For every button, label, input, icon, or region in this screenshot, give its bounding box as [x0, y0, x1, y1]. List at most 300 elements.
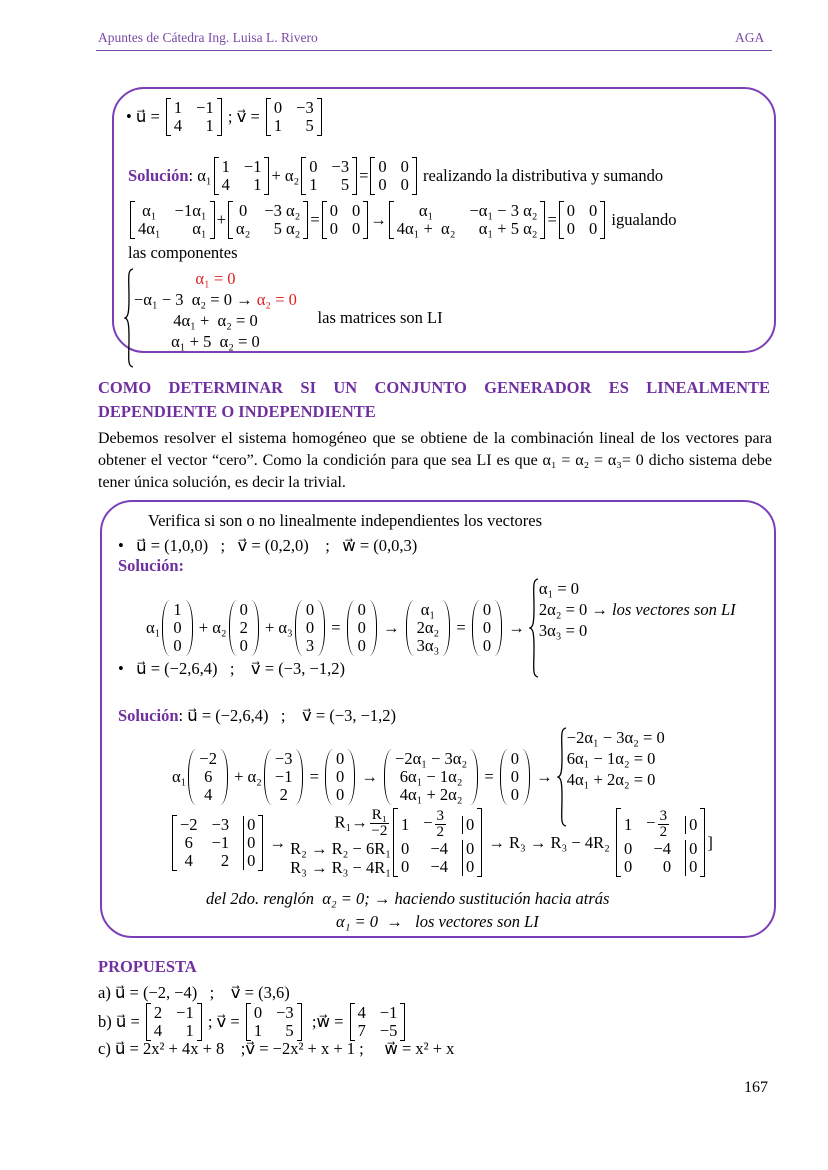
- matrix-cell: [380, 1022, 398, 1040]
- matrix: [228, 201, 308, 239]
- matrix: [130, 201, 215, 239]
- math-text: −3: [274, 749, 293, 768]
- matrix-cell: [401, 176, 409, 194]
- matrix: [393, 808, 482, 877]
- matrix-cell: [567, 220, 575, 238]
- math-text: −2α₁ − 3α₂ = 0: [566, 728, 665, 747]
- solution-label: Solución: [118, 706, 179, 725]
- math-text: 4: [221, 175, 230, 194]
- left-bracket: [472, 600, 480, 656]
- right-bracket: [297, 1003, 302, 1041]
- matrix-cell: [358, 1004, 366, 1022]
- matrix-cell: [380, 1004, 398, 1022]
- matrix-cell: [685, 816, 697, 834]
- math-text: 3: [436, 808, 445, 824]
- math-text: −2: [371, 823, 388, 839]
- matrix: [406, 600, 451, 656]
- matrix: [172, 815, 263, 871]
- math-text: 4: [204, 785, 213, 804]
- system-equation: [195, 268, 235, 289]
- conclusion-text: α₁ = 0 → los vectores son LI: [336, 912, 539, 931]
- math-text: 0: [351, 219, 361, 238]
- math-text: → R₃ → R₃ − 4R₂: [484, 832, 614, 852]
- matrix-cell: [212, 852, 230, 870]
- math-text: 0: [173, 636, 182, 655]
- math-text: −: [646, 813, 656, 833]
- proposal-a: a) u⃗ = (−2, −4) ; v⃗ = (3,6): [98, 983, 290, 1002]
- math-text: 2α₂: [416, 618, 440, 637]
- matrix-cell: [336, 750, 344, 768]
- math-text: •: [126, 107, 136, 126]
- matrix-cells: [333, 749, 347, 805]
- matrix: [559, 201, 606, 239]
- math-text: : α₁: [188, 166, 212, 185]
- math-text: −1: [274, 767, 293, 786]
- matrix-cell: [222, 176, 230, 194]
- row-operation: [334, 808, 391, 839]
- matrix: [266, 98, 322, 136]
- right-bracket: [442, 600, 450, 656]
- math-text: 0: [357, 636, 366, 655]
- math-text: −3: [276, 1003, 294, 1022]
- section-paragraph: Debemos resolver el sistema homogéneo que se obtiene de la combinación lineal de los vectores para obtener el vector “cero”. Como la condición para que sea LI es que α₁ = α₂ = α₃= 0 dicho sistema debe tener única solución, es decir la trivial.: [98, 430, 772, 491]
- math-text: 2: [436, 824, 445, 840]
- matrix-cell: [154, 1004, 162, 1022]
- math-text: 4: [184, 850, 193, 870]
- solution-label-2: [118, 706, 396, 726]
- matrix-cell: [175, 220, 207, 238]
- matrix-cell: [276, 1004, 294, 1022]
- vectors-bullet-1: • u⃗ = (1,0,0) ; v⃗ = (0,2,0) ; w⃗ = (0,0,3): [118, 536, 418, 555]
- solution-label-1: [118, 556, 184, 576]
- math-text: 0: [400, 157, 409, 176]
- matrix-cell: [330, 220, 338, 238]
- matrix-cell: [199, 750, 217, 768]
- matrix-cells: [271, 98, 317, 136]
- math-text: 0: [482, 636, 492, 655]
- math-text: R₁→: [334, 812, 368, 832]
- math-text: →: [504, 618, 529, 637]
- math-text: 4α₁ + α₂: [396, 219, 456, 238]
- math-text: 6: [204, 767, 213, 786]
- left-bracket: [295, 600, 303, 656]
- running-header-course: AGA: [735, 30, 765, 45]
- math-text: −1: [379, 1003, 398, 1022]
- system-equation: [539, 599, 736, 620]
- math-text: + α₂: [194, 618, 227, 637]
- matrix: [500, 749, 530, 805]
- matrix-cell: [567, 202, 575, 220]
- right-bracket: [477, 808, 482, 877]
- math-text: 0: [400, 857, 410, 876]
- math-text: α₁: [192, 219, 207, 238]
- matrix-cell: [646, 840, 671, 858]
- matrix-cell: [395, 750, 467, 768]
- right-bracket: [363, 201, 368, 239]
- system-rows: [134, 268, 297, 368]
- right-bracket: [470, 749, 478, 805]
- right-bracket: [317, 600, 325, 656]
- math-text: 4α₁: [138, 219, 161, 238]
- matrix-cell: [173, 601, 181, 619]
- math-text: 0: [351, 201, 361, 220]
- math-text: 0: [239, 600, 248, 619]
- matrix-cell: [212, 834, 230, 852]
- matrix-cell: [244, 158, 262, 176]
- math-text: −4: [430, 857, 449, 876]
- right-bracket: [494, 600, 502, 656]
- math-text: =: [305, 767, 324, 786]
- matrix-cells: [508, 749, 522, 805]
- system-equation: [567, 727, 665, 748]
- matrix-cell: [306, 637, 314, 655]
- matrix-cell: [378, 176, 386, 194]
- matrix-cell: [401, 840, 409, 858]
- right-bracket: [251, 600, 259, 656]
- matrix-cell: [243, 816, 255, 834]
- math-text: 0: [510, 767, 520, 786]
- math-text: 0: [466, 839, 475, 858]
- matrix-cell: [274, 117, 282, 135]
- matrix-cells: [414, 600, 443, 656]
- math-text: 0: [400, 839, 410, 858]
- matrix-cell: [276, 1022, 294, 1040]
- math-text: −α₁ − 3 α₂: [469, 201, 538, 220]
- matrix-cell: [511, 786, 519, 804]
- left-brace-icon: [124, 268, 134, 368]
- math-text: α₂: [235, 219, 251, 238]
- matrix: [295, 600, 325, 656]
- matrix: [384, 749, 478, 805]
- math-text: R₁: [371, 807, 387, 823]
- system-equation: [567, 769, 656, 790]
- matrix-cell: [358, 619, 366, 637]
- math-text: 1: [253, 175, 262, 194]
- math-text: 0: [239, 636, 248, 655]
- matrix-cell: [358, 1022, 366, 1040]
- matrix-cells: [251, 1003, 297, 1041]
- right-bracket: [317, 98, 322, 136]
- matrix: [389, 201, 546, 239]
- matrix-cell: [275, 768, 293, 786]
- math-text: realizando la distributiva y sumando: [418, 166, 664, 185]
- matrix-cells: [303, 600, 317, 656]
- math-text: 0: [482, 618, 492, 637]
- math-text: 4: [357, 1003, 366, 1022]
- math-text: α₁ + 5 α₂ = 0: [171, 332, 260, 351]
- matrix-cell: [589, 220, 597, 238]
- math-text: 0: [466, 857, 475, 876]
- matrix-cells: [564, 201, 601, 239]
- matrix-cell: [173, 619, 181, 637]
- solution-label: Solución: [128, 166, 189, 185]
- right-bracket: [220, 749, 228, 805]
- math-text: 0: [173, 618, 182, 637]
- math-text: 0: [624, 857, 633, 876]
- exercise-intro: Verifica si son o no linealmente independientes los vectores: [148, 511, 543, 530]
- matrix: [146, 1003, 202, 1041]
- matrix-cell: [397, 220, 456, 238]
- math-text: α₁ + 5 α₂: [478, 219, 538, 238]
- matrix-cell: [199, 786, 217, 804]
- matrix-cell: [212, 816, 230, 834]
- matrices-solution-line: [128, 157, 663, 195]
- matrix-cell: [243, 834, 255, 852]
- math-text: 0: [247, 850, 256, 870]
- math-text: =: [452, 618, 470, 637]
- matrix: [472, 600, 502, 656]
- math-text: 0: [329, 219, 338, 238]
- fraction: [435, 809, 447, 840]
- math-text: 1: [205, 116, 214, 135]
- matrix-cells: [170, 600, 184, 656]
- right-bracket: [295, 749, 303, 805]
- matrix-cell: [423, 809, 448, 840]
- math-text: + α₂: [229, 767, 262, 786]
- math-text: α₁: [172, 767, 187, 786]
- matrix-cells: [171, 98, 217, 136]
- math-text: α₁: [142, 201, 157, 220]
- math-text: 4α₁ + α₂ = 0: [173, 311, 258, 330]
- section-heading: COMO DETERMINAR SI UN CONJUNTO GENERADOR ES LINEALMENTE DEPENDIENTE O INDEPENDIENTE: [98, 378, 770, 421]
- math-text: 0: [566, 219, 576, 238]
- math-text: 3α₃: [416, 636, 440, 655]
- math-text: 0: [466, 814, 475, 834]
- matrix-cell: [173, 637, 181, 655]
- math-text: 0: [305, 600, 315, 619]
- math-text: −3: [331, 157, 350, 176]
- matrix-cell: [358, 601, 366, 619]
- math-text: 0: [357, 618, 366, 637]
- matrix-cells: [327, 201, 364, 239]
- math-text: 0: [247, 814, 256, 834]
- left-bracket: [384, 749, 392, 805]
- matrix-cell: [397, 202, 456, 220]
- right-bracket: [264, 157, 269, 195]
- math-text: −2: [199, 749, 217, 768]
- matrix-cell: [240, 601, 248, 619]
- math-text: 0: [253, 1003, 263, 1022]
- matrix-cell: [336, 768, 344, 786]
- math-text: −1: [196, 98, 214, 117]
- math-text: 0: [378, 157, 387, 176]
- math-text: 7: [357, 1021, 366, 1040]
- math-text: 2: [153, 1003, 163, 1022]
- math-text: 1: [221, 157, 230, 176]
- math-text: −4: [430, 839, 449, 858]
- math-text: 0: [589, 201, 598, 220]
- matrix-cells: [306, 157, 352, 195]
- math-text: ; v⃗ =: [203, 1012, 244, 1031]
- math-text: −1α₁: [174, 201, 207, 220]
- left-bracket: [406, 600, 414, 656]
- math-text: 2: [659, 824, 668, 840]
- matrix-cell: [401, 816, 409, 834]
- matrix-cell: [483, 601, 491, 619]
- matrix-cell: [352, 220, 360, 238]
- matrix-cell: [196, 117, 214, 135]
- math-text: −3: [296, 98, 314, 117]
- math-text: −2: [180, 814, 198, 834]
- math-text: 3: [305, 636, 315, 655]
- right-bracket: [217, 98, 222, 136]
- math-text: 0: [273, 98, 283, 117]
- matrix-cell: [244, 176, 262, 194]
- system-equation: [539, 620, 587, 641]
- matrix-cell: [511, 750, 519, 768]
- math-text: 0: [689, 857, 698, 876]
- math-text: α₁: [418, 201, 434, 220]
- matrix-cell: [254, 1022, 262, 1040]
- right-bracket: [352, 157, 357, 195]
- matrix-cell: [264, 220, 300, 238]
- matrix-cell: [511, 768, 519, 786]
- right-bracket: [197, 1003, 202, 1041]
- math-text: las matrices son LI: [296, 308, 443, 327]
- vectors-bullet-2: • u⃗ = (−2,6,4) ; v⃗ = (−3, −1,2): [118, 659, 345, 678]
- math-text: 6: [184, 832, 193, 852]
- matrix: [350, 1003, 406, 1041]
- matrix-cell: [378, 158, 386, 176]
- matrix-cell: [180, 816, 198, 834]
- matrix-cell: [309, 158, 317, 176]
- matrix-cell: [423, 858, 448, 876]
- matrices-sum-line: [128, 201, 677, 239]
- right-bracket: [412, 157, 417, 195]
- matrix-cells: [177, 815, 258, 871]
- matrix-cell: [154, 1022, 162, 1040]
- math-text: −: [423, 813, 433, 833]
- equation-system: [124, 268, 297, 368]
- right-bracket: [600, 201, 605, 239]
- matrix-cells: [480, 600, 494, 656]
- highlighted-result: α₁ = 0: [195, 269, 236, 288]
- matrix-cell: [685, 840, 697, 858]
- matrix-cell: [589, 202, 597, 220]
- math-text: 5: [305, 116, 314, 135]
- matrix-cells: [219, 157, 265, 195]
- matrix: [370, 157, 417, 195]
- matrix-cell: [199, 768, 217, 786]
- math-text: =: [547, 210, 557, 229]
- row-operation: [290, 858, 391, 877]
- matrix-cell: [222, 158, 230, 176]
- math-text: 5: [285, 1021, 294, 1040]
- highlighted-result: α₂ = 0: [256, 290, 297, 309]
- page-number: 167: [744, 1079, 768, 1096]
- matrix-cell: [174, 117, 182, 135]
- matrix-cell: [274, 99, 282, 117]
- matrices-vectors-line: [126, 98, 324, 136]
- matrix: [188, 749, 228, 805]
- matrix-cell: [243, 852, 255, 870]
- left-brace-icon: [529, 578, 539, 678]
- math-text: 0: [329, 201, 338, 220]
- matrix: [264, 749, 304, 805]
- left-bracket: [188, 749, 196, 805]
- right-bracket: [303, 201, 308, 239]
- math-text: −1: [243, 157, 262, 176]
- math-text: 1: [173, 600, 182, 619]
- math-text: 0: [510, 749, 520, 768]
- matrix-cell: [624, 858, 632, 876]
- fraction: [658, 809, 670, 840]
- math-text: 0: [336, 767, 345, 786]
- matrix-cell: [469, 220, 537, 238]
- matrix-cell: [624, 840, 632, 858]
- system-equation: [171, 331, 260, 352]
- math-text: 1: [624, 814, 633, 834]
- left-bracket: [500, 749, 508, 805]
- math-text: =: [327, 618, 345, 637]
- math-group: [646, 808, 671, 840]
- math-text: −3: [211, 814, 230, 834]
- matrix-cells: [237, 600, 251, 656]
- row-operation: [290, 839, 391, 858]
- matrix-cell: [462, 840, 474, 858]
- math-text: −5: [379, 1021, 398, 1040]
- matrix-cell: [423, 840, 448, 858]
- matrix-cell: [417, 601, 440, 619]
- matrix-cell: [332, 176, 350, 194]
- math-text: 4α₁ + 2α₂ = 0: [566, 770, 656, 789]
- matrix-cells: [151, 1003, 197, 1041]
- header-divider: [96, 50, 772, 51]
- math-text: 0: [689, 814, 698, 834]
- matrix-cells: [196, 749, 220, 805]
- math-text: 0: [239, 201, 248, 220]
- matrix-cell: [138, 220, 161, 238]
- matrix-cell: [180, 852, 198, 870]
- left-bracket: [229, 600, 237, 656]
- equation-system: [529, 578, 736, 678]
- math-text: + α₂: [271, 166, 300, 185]
- math-text: +: [216, 210, 226, 229]
- math-text: + α₃: [260, 618, 293, 637]
- solution-label: Solución:: [118, 556, 185, 575]
- matrix-cell: [196, 99, 214, 117]
- math-text: 0: [336, 785, 345, 804]
- matrix-cell: [395, 786, 467, 804]
- math-text: 2α₂ = 0 →: [538, 600, 613, 619]
- right-bracket: [185, 600, 193, 656]
- math-text: α₁: [420, 600, 436, 619]
- matrix-cell: [176, 1004, 194, 1022]
- matrix-cell: [462, 816, 474, 834]
- matrix: [162, 600, 192, 656]
- math-text: 5: [340, 175, 350, 194]
- matrix-cell: [417, 619, 440, 637]
- math-text: 1: [185, 1021, 194, 1040]
- math-text: −1: [211, 832, 230, 852]
- fraction: [370, 808, 389, 839]
- matrix-cell: [352, 202, 360, 220]
- matrix-cell: [646, 809, 671, 840]
- math-text: 0: [247, 832, 256, 852]
- system-equation: [539, 578, 579, 599]
- math-group: [423, 808, 448, 840]
- math-text: ;w⃗ =: [303, 1012, 348, 1031]
- matrix-cell: [624, 816, 632, 834]
- math-text: −4: [653, 839, 672, 858]
- math-text: 0: [400, 175, 409, 194]
- right-bracket: [369, 600, 377, 656]
- math-text: =: [310, 210, 320, 229]
- math-text: 1: [309, 175, 318, 194]
- matrix-cell: [296, 99, 314, 117]
- math-text: 0: [589, 219, 598, 238]
- matrix-cell: [646, 858, 671, 876]
